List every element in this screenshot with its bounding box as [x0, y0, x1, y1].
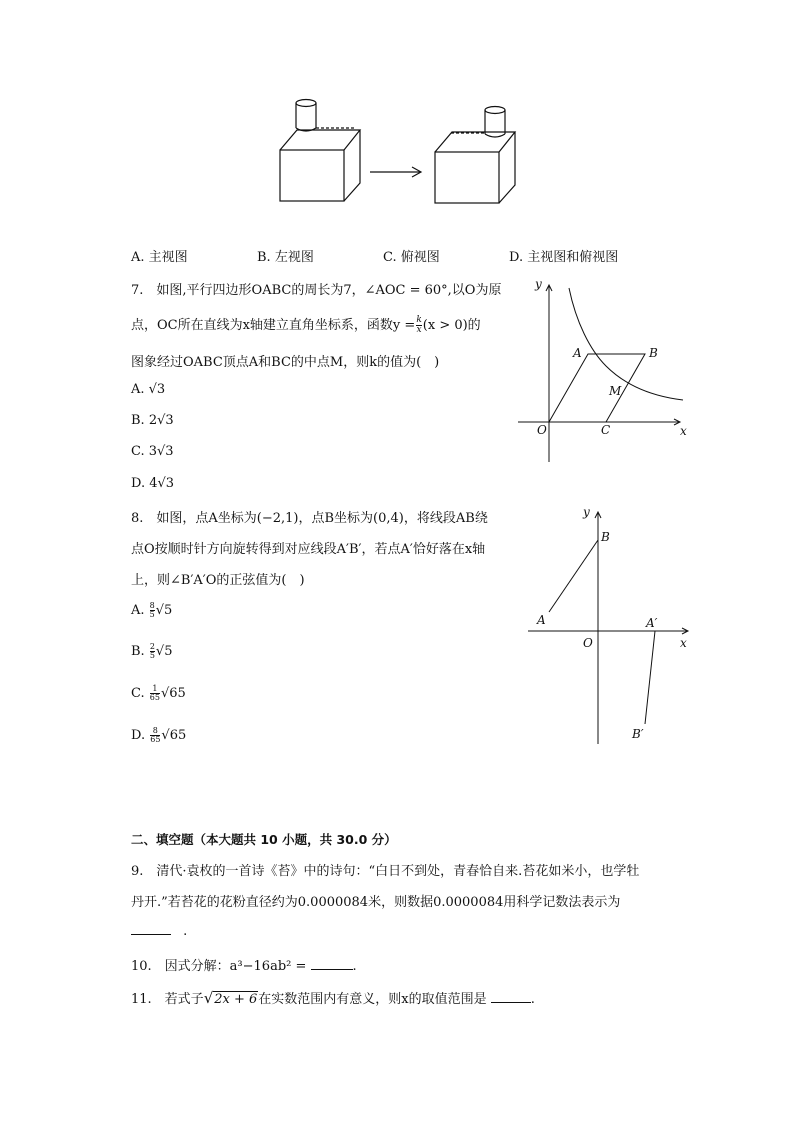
- q6-option-c[interactable]: C. 俯视图: [383, 250, 440, 265]
- q9-line2: 丹开.”若苔花的花粉直径约为0.0000084米，则数据0.0000084用科学记数法表示为: [131, 895, 621, 910]
- q7-label-a: A: [573, 346, 582, 360]
- q8-option-a-root: √5: [155, 603, 173, 618]
- q8-option-a-denominator: 5: [149, 610, 155, 619]
- q7-stem-line1: 7. 如图,平行四边形OABC的周长为7，∠AOC = 60°,以O为原: [131, 283, 502, 298]
- q7-fraction-denominator: x: [416, 325, 422, 335]
- q8-option-c-label: C.: [131, 686, 145, 701]
- q9-answer-blank[interactable]: [131, 922, 171, 935]
- q8-option-d-numerator: 8: [150, 727, 160, 736]
- q8-stem-line3: 上，则∠B′A′O的正弦值为( ): [131, 573, 305, 588]
- q7-label-m: M: [609, 384, 622, 398]
- q8-label-a-prime: A′: [646, 616, 658, 630]
- q9-line1: 9. 清代·袁枚的一首诗《苔》中的诗句：“白日不到处，青春恰自来.苔花如米小，也学牡: [131, 864, 640, 879]
- q7-fraction-numerator: k: [416, 315, 422, 325]
- q11-line: [131, 988, 535, 1007]
- q7-label-c: C: [601, 423, 611, 437]
- q8-option-b-denominator: 5: [149, 651, 155, 660]
- q7-label-x: x: [680, 424, 687, 438]
- q6-option-a[interactable]: A. 主视图: [131, 250, 188, 265]
- q10-line: [131, 955, 357, 974]
- q8-option-a-label: A.: [131, 603, 145, 618]
- q8-option-d-root: √65: [161, 728, 187, 743]
- q9-line3-end: .: [183, 924, 188, 939]
- q11-before: 11. 若式子: [131, 992, 204, 1007]
- q11-answer-blank[interactable]: [491, 990, 531, 1003]
- q7-option-b[interactable]: B. 2√3: [131, 413, 174, 428]
- q8-option-b-root: √5: [155, 644, 173, 659]
- q8-stem-line1: 8. 如图，点A坐标为(−2,1)，点B坐标为(0,4)，将线段AB绕: [131, 511, 488, 526]
- q7-option-c[interactable]: C. 3√3: [131, 444, 174, 459]
- q8-segment-ab: [549, 540, 598, 612]
- q8-option-c-root: √65: [160, 686, 186, 701]
- q7-label-y: y: [535, 277, 542, 291]
- q7-option-d[interactable]: D. 4√3: [131, 476, 175, 491]
- q8-stem-line2: 点O按顺时针方向旋转得到对应线段A′B′，若点A′恰好落在x轴: [131, 542, 486, 557]
- q8-label-y: y: [583, 505, 590, 519]
- q11-radicand: 2x + 6: [214, 992, 258, 1007]
- q8-option-c-numerator: 1: [150, 685, 160, 694]
- q8-label-a: A: [537, 613, 546, 627]
- q11-sqrt-symbol: √: [203, 989, 214, 1007]
- q8-label-b-prime: B′: [632, 727, 644, 741]
- q7-stem-line3: 图象经过OABC顶点A和BC的中点M，则k的值为( ): [131, 355, 440, 370]
- q8-option-d-denominator: 65: [150, 735, 161, 744]
- q8-segment-a2b2: [645, 631, 655, 724]
- q8-label-x: x: [680, 636, 687, 650]
- q6-option-b[interactable]: B. 左视图: [257, 250, 314, 265]
- q8-label-b: B: [601, 530, 610, 544]
- q8-option-a-numerator: 8: [149, 601, 155, 610]
- q10-end: .: [352, 959, 357, 974]
- q7-label-b: B: [649, 346, 658, 360]
- q8-option-d-label: D.: [131, 728, 146, 743]
- q8-option-b-numerator: 2: [149, 642, 155, 651]
- q11-end: .: [530, 992, 535, 1007]
- q7-stem-line2-b: (x > 0)的: [422, 318, 481, 333]
- section-2-title: 二、填空题（本大题共 10 小题，共 30.0 分）: [131, 832, 397, 847]
- q8-option-c-denominator: 65: [149, 693, 160, 702]
- q8-option-b-label: B.: [131, 644, 145, 659]
- q11-after: 在实数范围内有意义，则x的取值范围是: [258, 992, 487, 1007]
- q9-line3: [131, 922, 187, 939]
- q10-text: 10. 因式分解：a³−16ab² =: [131, 959, 307, 974]
- q7-stem-line2-a: 点，OC所在直线为x轴建立直角坐标系，函数y =: [131, 318, 416, 333]
- q8-label-o: O: [583, 636, 593, 650]
- q6-option-d[interactable]: D. 主视图和俯视图: [509, 250, 619, 265]
- q10-answer-blank[interactable]: [311, 957, 353, 970]
- q7-option-a[interactable]: A. √3: [131, 382, 166, 397]
- q7-label-o: O: [537, 423, 547, 437]
